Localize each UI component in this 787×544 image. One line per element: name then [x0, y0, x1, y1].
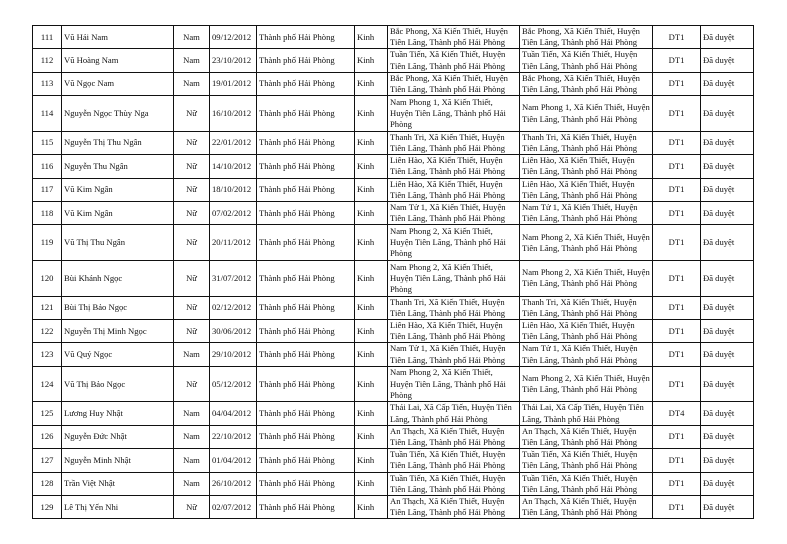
- cell-category: DT1: [653, 449, 701, 472]
- cell-ethnicity: Kinh: [355, 320, 388, 343]
- table-row: [33, 496, 754, 519]
- cell-category: DT1: [653, 178, 701, 201]
- cell-category: DT1: [653, 225, 701, 261]
- cell-gender: Nam: [174, 343, 210, 366]
- table-row: [33, 26, 754, 49]
- cell-date-of-birth: 07/02/2012: [210, 202, 257, 225]
- cell-permanent-address: Thanh Tri, Xã Kiến Thiết, Huyện Tiên Lãng, Thành phố Hải Phòng: [388, 296, 520, 319]
- cell-ethnicity: Kinh: [355, 49, 388, 72]
- cell-category: DT1: [653, 131, 701, 154]
- cell-ethnicity: Kinh: [355, 26, 388, 49]
- cell-index: 118: [33, 202, 62, 225]
- cell-birthplace: Thành phố Hải Phòng: [257, 96, 355, 132]
- cell-permanent-address: Tuần Tiến, Xã Kiến Thiết, Huyện Tiên Lãng, Thành phố Hải Phòng: [388, 449, 520, 472]
- cell-status: Đã duyệt: [701, 425, 754, 448]
- cell-status: Đã duyệt: [701, 472, 754, 495]
- cell-index: 123: [33, 343, 62, 366]
- cell-date-of-birth: 16/10/2012: [210, 96, 257, 132]
- cell-full-name: Nguyễn Đức Nhật: [62, 425, 174, 448]
- cell-full-name: Vũ Hải Nam: [62, 26, 174, 49]
- cell-index: 127: [33, 449, 62, 472]
- cell-index: 122: [33, 320, 62, 343]
- cell-birthplace: Thành phố Hải Phòng: [257, 343, 355, 366]
- cell-index: 113: [33, 72, 62, 95]
- cell-date-of-birth: 20/11/2012: [210, 225, 257, 261]
- cell-full-name: Nguyễn Thu Ngân: [62, 155, 174, 178]
- cell-permanent-address: Liên Hào, Xã Kiến Thiết, Huyện Tiên Lãng, Thành phố Hải Phòng: [388, 155, 520, 178]
- cell-full-name: Nguyễn Thị Thu Ngân: [62, 131, 174, 154]
- cell-permanent-address: Liên Hào, Xã Kiến Thiết, Huyện Tiên Lãng, Thành phố Hải Phòng: [388, 178, 520, 201]
- cell-ethnicity: Kinh: [355, 155, 388, 178]
- cell-current-address: Liên Hào, Xã Kiến Thiết, Huyện Tiên Lãng, Thành phố Hải Phòng: [520, 155, 653, 178]
- cell-current-address: An Thạch, Xã Kiến Thiết, Huyện Tiên Lãng, Thành phố Hải Phòng: [520, 425, 653, 448]
- cell-ethnicity: Kinh: [355, 496, 388, 519]
- cell-gender: Nam: [174, 26, 210, 49]
- cell-birthplace: Thành phố Hải Phòng: [257, 26, 355, 49]
- cell-category: DT1: [653, 320, 701, 343]
- cell-date-of-birth: 23/10/2012: [210, 49, 257, 72]
- table-row: [33, 178, 754, 201]
- cell-index: 126: [33, 425, 62, 448]
- cell-gender: Nữ: [174, 178, 210, 201]
- cell-status: Đã duyệt: [701, 155, 754, 178]
- cell-current-address: Bắc Phong, Xã Kiến Thiết, Huyện Tiên Lãng, Thành phố Hải Phòng: [520, 26, 653, 49]
- cell-category: DT1: [653, 366, 701, 402]
- cell-current-address: Tuần Tiến, Xã Kiến Thiết, Huyện Tiên Lãng, Thành phố Hải Phòng: [520, 449, 653, 472]
- cell-date-of-birth: 31/07/2012: [210, 261, 257, 297]
- cell-status: Đã duyệt: [701, 26, 754, 49]
- cell-full-name: Nguyễn Thị Minh Ngọc: [62, 320, 174, 343]
- cell-ethnicity: Kinh: [355, 449, 388, 472]
- cell-birthplace: Thành phố Hải Phòng: [257, 261, 355, 297]
- cell-birthplace: Thành phố Hải Phòng: [257, 49, 355, 72]
- cell-full-name: Vũ Thị Thu Ngân: [62, 225, 174, 261]
- cell-category: DT1: [653, 96, 701, 132]
- cell-date-of-birth: 04/04/2012: [210, 402, 257, 425]
- cell-gender: Nam: [174, 49, 210, 72]
- table-row: [33, 402, 754, 425]
- cell-date-of-birth: 26/10/2012: [210, 472, 257, 495]
- cell-index: 115: [33, 131, 62, 154]
- cell-status: Đã duyệt: [701, 49, 754, 72]
- cell-birthplace: Thành phố Hải Phòng: [257, 131, 355, 154]
- cell-index: 125: [33, 402, 62, 425]
- cell-ethnicity: Kinh: [355, 425, 388, 448]
- cell-permanent-address: Thanh Tri, Xã Kiến Thiết, Huyện Tiên Lãng, Thành phố Hải Phòng: [388, 131, 520, 154]
- cell-full-name: Trần Việt Nhật: [62, 472, 174, 495]
- cell-index: 129: [33, 496, 62, 519]
- cell-permanent-address: Bắc Phong, Xã Kiến Thiết, Huyện Tiên Lãng, Thành phố Hải Phòng: [388, 72, 520, 95]
- cell-full-name: Vũ Quý Ngọc: [62, 343, 174, 366]
- cell-full-name: Bùi Khánh Ngọc: [62, 261, 174, 297]
- cell-ethnicity: Kinh: [355, 296, 388, 319]
- cell-status: Đã duyệt: [701, 343, 754, 366]
- cell-current-address: Tuần Tiến, Xã Kiến Thiết, Huyện Tiên Lãng, Thành phố Hải Phòng: [520, 472, 653, 495]
- cell-current-address: Nam Tử 1, Xã Kiến Thiết, Huyện Tiên Lãng, Thành phố Hải Phòng: [520, 343, 653, 366]
- table-row: [33, 131, 754, 154]
- table-body: [33, 26, 754, 519]
- cell-ethnicity: Kinh: [355, 472, 388, 495]
- table-row: [33, 472, 754, 495]
- cell-date-of-birth: 30/06/2012: [210, 320, 257, 343]
- cell-birthplace: Thành phố Hải Phòng: [257, 366, 355, 402]
- cell-status: Đã duyệt: [701, 225, 754, 261]
- cell-ethnicity: Kinh: [355, 343, 388, 366]
- cell-status: Đã duyệt: [701, 202, 754, 225]
- cell-gender: Nam: [174, 449, 210, 472]
- cell-gender: Nam: [174, 402, 210, 425]
- cell-date-of-birth: 29/10/2012: [210, 343, 257, 366]
- cell-category: DT1: [653, 261, 701, 297]
- cell-full-name: Nguyễn Ngọc Thùy Nga: [62, 96, 174, 132]
- cell-permanent-address: Nam Phong 2, Xã Kiến Thiết, Huyện Tiên Lãng, Thành phố Hải Phòng: [388, 225, 520, 261]
- table-row: [33, 343, 754, 366]
- cell-category: DT4: [653, 402, 701, 425]
- cell-category: DT1: [653, 155, 701, 178]
- cell-gender: Nữ: [174, 261, 210, 297]
- cell-birthplace: Thành phố Hải Phòng: [257, 178, 355, 201]
- cell-status: Đã duyệt: [701, 296, 754, 319]
- cell-status: Đã duyệt: [701, 402, 754, 425]
- cell-status: Đã duyệt: [701, 261, 754, 297]
- cell-permanent-address: Tuần Tiến, Xã Kiến Thiết, Huyện Tiên Lãng, Thành phố Hải Phòng: [388, 49, 520, 72]
- cell-gender: Nữ: [174, 496, 210, 519]
- cell-index: 121: [33, 296, 62, 319]
- student-list-table: [32, 25, 754, 519]
- cell-full-name: Bùi Thị Bảo Ngọc: [62, 296, 174, 319]
- cell-index: 117: [33, 178, 62, 201]
- table-row: [33, 425, 754, 448]
- cell-index: 112: [33, 49, 62, 72]
- cell-category: DT1: [653, 425, 701, 448]
- cell-ethnicity: Kinh: [355, 178, 388, 201]
- cell-birthplace: Thành phố Hải Phòng: [257, 496, 355, 519]
- cell-full-name: Vũ Ngọc Nam: [62, 72, 174, 95]
- cell-ethnicity: Kinh: [355, 366, 388, 402]
- cell-permanent-address: Nam Tử 1, Xã Kiến Thiết, Huyện Tiên Lãng, Thành phố Hải Phòng: [388, 202, 520, 225]
- cell-current-address: Nam Phong 2, Xã Kiến Thiết, Huyện Tiên Lãng, Thành phố Hải Phòng: [520, 366, 653, 402]
- cell-current-address: Nam Tử 1, Xã Kiến Thiết, Huyện Tiên Lãng, Thành phố Hải Phòng: [520, 202, 653, 225]
- cell-index: 116: [33, 155, 62, 178]
- cell-birthplace: Thành phố Hải Phòng: [257, 296, 355, 319]
- cell-status: Đã duyệt: [701, 320, 754, 343]
- cell-birthplace: Thành phố Hải Phòng: [257, 202, 355, 225]
- cell-current-address: Tuần Tiến, Xã Kiến Thiết, Huyện Tiên Lãng, Thành phố Hải Phòng: [520, 49, 653, 72]
- cell-index: 124: [33, 366, 62, 402]
- cell-full-name: Vũ Thị Bảo Ngọc: [62, 366, 174, 402]
- cell-category: DT1: [653, 202, 701, 225]
- cell-date-of-birth: 14/10/2012: [210, 155, 257, 178]
- cell-status: Đã duyệt: [701, 72, 754, 95]
- cell-date-of-birth: 02/12/2012: [210, 296, 257, 319]
- cell-current-address: Liên Hào, Xã Kiến Thiết, Huyện Tiên Lãng, Thành phố Hải Phòng: [520, 320, 653, 343]
- cell-index: 128: [33, 472, 62, 495]
- cell-ethnicity: Kinh: [355, 202, 388, 225]
- cell-date-of-birth: 22/01/2012: [210, 131, 257, 154]
- table-row: [33, 320, 754, 343]
- cell-full-name: Lương Huy Nhật: [62, 402, 174, 425]
- cell-current-address: Thái Lai, Xã Cấp Tiến, Huyện Tiên Lãng, Thành phố Hải Phòng: [520, 402, 653, 425]
- cell-gender: Nữ: [174, 155, 210, 178]
- cell-status: Đã duyệt: [701, 178, 754, 201]
- cell-index: 120: [33, 261, 62, 297]
- cell-category: DT1: [653, 343, 701, 366]
- cell-full-name: Vũ Kim Ngân: [62, 202, 174, 225]
- cell-ethnicity: Kinh: [355, 131, 388, 154]
- cell-ethnicity: Kinh: [355, 261, 388, 297]
- cell-current-address: Bắc Phong, Xã Kiến Thiết, Huyện Tiên Lãng, Thành phố Hải Phòng: [520, 72, 653, 95]
- cell-birthplace: Thành phố Hải Phòng: [257, 225, 355, 261]
- cell-gender: Nữ: [174, 225, 210, 261]
- cell-category: DT1: [653, 26, 701, 49]
- cell-birthplace: Thành phố Hải Phòng: [257, 402, 355, 425]
- cell-full-name: Vũ Hoàng Nam: [62, 49, 174, 72]
- cell-permanent-address: An Thạch, Xã Kiến Thiết, Huyện Tiên Lãng, Thành phố Hải Phòng: [388, 496, 520, 519]
- cell-full-name: Nguyễn Minh Nhật: [62, 449, 174, 472]
- cell-category: DT1: [653, 472, 701, 495]
- cell-current-address: Nam Phong 2, Xã Kiến Thiết, Huyện Tiên Lãng, Thành phố Hải Phòng: [520, 225, 653, 261]
- cell-birthplace: Thành phố Hải Phòng: [257, 155, 355, 178]
- cell-permanent-address: Bắc Phong, Xã Kiến Thiết, Huyện Tiên Lãng, Thành phố Hải Phòng: [388, 26, 520, 49]
- cell-permanent-address: Nam Phong 2, Xã Kiến Thiết, Huyện Tiên Lãng, Thành phố Hải Phòng: [388, 366, 520, 402]
- cell-status: Đã duyệt: [701, 449, 754, 472]
- cell-date-of-birth: 09/12/2012: [210, 26, 257, 49]
- cell-permanent-address: Tuần Tiến, Xã Kiến Thiết, Huyện Tiên Lãng, Thành phố Hải Phòng: [388, 472, 520, 495]
- cell-date-of-birth: 18/10/2012: [210, 178, 257, 201]
- cell-gender: Nam: [174, 425, 210, 448]
- cell-birthplace: Thành phố Hải Phòng: [257, 449, 355, 472]
- cell-gender: Nữ: [174, 96, 210, 132]
- cell-gender: Nữ: [174, 320, 210, 343]
- cell-category: DT1: [653, 49, 701, 72]
- cell-permanent-address: Nam Tử 1, Xã Kiến Thiết, Huyện Tiên Lãng, Thành phố Hải Phòng: [388, 343, 520, 366]
- cell-gender: Nữ: [174, 131, 210, 154]
- table-row: [33, 202, 754, 225]
- cell-gender: Nữ: [174, 366, 210, 402]
- cell-ethnicity: Kinh: [355, 72, 388, 95]
- cell-ethnicity: Kinh: [355, 96, 388, 132]
- table-row: [33, 72, 754, 95]
- cell-current-address: Nam Phong 2, Xã Kiến Thiết, Huyện Tiên Lãng, Thành phố Hải Phòng: [520, 261, 653, 297]
- table-row: [33, 366, 754, 402]
- cell-birthplace: Thành phố Hải Phòng: [257, 472, 355, 495]
- cell-status: Đã duyệt: [701, 96, 754, 132]
- cell-current-address: An Thạch, Xã Kiến Thiết, Huyện Tiên Lãng, Thành phố Hải Phòng: [520, 496, 653, 519]
- cell-gender: Nữ: [174, 202, 210, 225]
- table-row: [33, 449, 754, 472]
- cell-date-of-birth: 02/07/2012: [210, 496, 257, 519]
- cell-full-name: Vũ Kim Ngân: [62, 178, 174, 201]
- cell-index: 119: [33, 225, 62, 261]
- cell-birthplace: Thành phố Hải Phòng: [257, 72, 355, 95]
- cell-gender: Nam: [174, 72, 210, 95]
- cell-date-of-birth: 22/10/2012: [210, 425, 257, 448]
- cell-category: DT1: [653, 72, 701, 95]
- cell-date-of-birth: 19/01/2012: [210, 72, 257, 95]
- cell-current-address: Liên Hào, Xã Kiến Thiết, Huyện Tiên Lãng, Thành phố Hải Phòng: [520, 178, 653, 201]
- cell-current-address: Thanh Tri, Xã Kiến Thiết, Huyện Tiên Lãng, Thành phố Hải Phòng: [520, 131, 653, 154]
- cell-permanent-address: Liên Hào, Xã Kiến Thiết, Huyện Tiên Lãng, Thành phố Hải Phòng: [388, 320, 520, 343]
- cell-gender: Nữ: [174, 296, 210, 319]
- cell-status: Đã duyệt: [701, 496, 754, 519]
- cell-current-address: Thanh Tri, Xã Kiến Thiết, Huyện Tiên Lãng, Thành phố Hải Phòng: [520, 296, 653, 319]
- cell-ethnicity: Kinh: [355, 225, 388, 261]
- cell-current-address: Nam Phong 1, Xã Kiến Thiết, Huyện Tiên Lãng, Thành phố Hải Phòng: [520, 96, 653, 132]
- table-row: [33, 261, 754, 297]
- cell-ethnicity: Kinh: [355, 402, 388, 425]
- cell-date-of-birth: 01/04/2012: [210, 449, 257, 472]
- cell-permanent-address: Nam Phong 1, Xã Kiến Thiết, Huyện Tiên Lãng, Thành phố Hải Phòng: [388, 96, 520, 132]
- cell-full-name: Lê Thị Yến Nhi: [62, 496, 174, 519]
- cell-permanent-address: An Thạch, Xã Kiến Thiết, Huyện Tiên Lãng, Thành phố Hải Phòng: [388, 425, 520, 448]
- table-row: [33, 225, 754, 261]
- cell-permanent-address: Nam Phong 2, Xã Kiến Thiết, Huyện Tiên Lãng, Thành phố Hải Phòng: [388, 261, 520, 297]
- cell-permanent-address: Thái Lai, Xã Cấp Tiến, Huyện Tiên Lãng, Thành phố Hải Phòng: [388, 402, 520, 425]
- cell-birthplace: Thành phố Hải Phòng: [257, 425, 355, 448]
- cell-date-of-birth: 05/12/2012: [210, 366, 257, 402]
- cell-status: Đã duyệt: [701, 131, 754, 154]
- table-row: [33, 96, 754, 132]
- cell-index: 111: [33, 26, 62, 49]
- cell-gender: Nam: [174, 472, 210, 495]
- cell-status: Đã duyệt: [701, 366, 754, 402]
- cell-category: DT1: [653, 296, 701, 319]
- table-row: [33, 296, 754, 319]
- cell-birthplace: Thành phố Hải Phòng: [257, 320, 355, 343]
- table-row: [33, 49, 754, 72]
- cell-category: DT1: [653, 496, 701, 519]
- table-row: [33, 155, 754, 178]
- cell-index: 114: [33, 96, 62, 132]
